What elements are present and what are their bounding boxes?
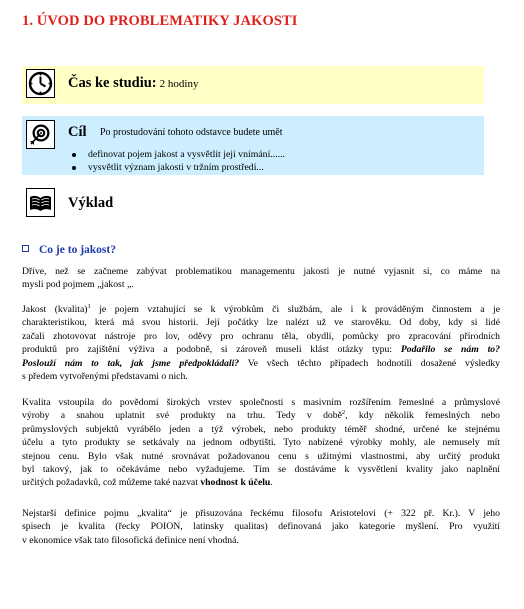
text-line: Dříve, než se začneme zabývat problematikou managementu jakosti je nutné vyjasnit si, co máme na (22, 266, 500, 277)
text-line (22, 343, 500, 356)
text-line: spisech je kvalita (řecky POION, latinsky qualitas) definovaná jako kategorie myšlení. Pro využití (22, 521, 500, 533)
question-text: Poslouží nám to tak, jak jsme předpokládali? (22, 357, 240, 369)
study-time-box (22, 66, 484, 104)
explanation-label: Výklad (68, 195, 114, 211)
goal-box (22, 116, 484, 175)
paragraph-definition (22, 303, 500, 383)
text-line (22, 303, 500, 316)
text-run: produktů pro zajištění výživa a podobně, si zároveň museli klást otázky typu: (22, 344, 401, 356)
text-run: Jakost (kvalita) (22, 304, 88, 315)
section-heading (22, 244, 116, 256)
text-line: mysli pod pojmem „jakost „. (22, 279, 134, 291)
study-time-value: 2 hodiny (159, 78, 199, 90)
text-line: účelu a tyto produkty se setkávaly na jednom odbytišti. Tyto nabízené výrobky mohly, ale nemusely mít (22, 437, 500, 449)
text-run: určitých požadavků, což můžeme také nazvat (22, 477, 201, 489)
footnote-ref-2[interactable]: 2 (341, 409, 346, 417)
text-run: , kdy několik řemeslných nebo (345, 410, 501, 422)
paragraph-aristotle (22, 507, 500, 547)
footnote-ref-1[interactable]: 1 (87, 302, 91, 310)
chapter-title: 1. ÚVOD DO PROBLEMATIKY JAKOSTI (22, 13, 298, 29)
paragraph-history (22, 396, 500, 490)
text-line (22, 357, 500, 370)
square-bullet-icon (22, 245, 29, 252)
text-line: začali zhotovovat nástroje pro lov, oděvy pro ochranu těla, obydlí, pomůcky pro zpracování přírodních (22, 330, 500, 342)
goal-label: Cíl (68, 124, 87, 140)
text-run: je pojem vztahující se k výrobkům či službám, ale i k prováděným činnostem a je (90, 304, 500, 315)
clock-icon (26, 69, 55, 98)
text-line (22, 409, 500, 422)
goal-item: vysvětlit význam jakosti v tržním prostředí... (70, 162, 285, 175)
text-line: stejnou cenu. Bylo však nutné srovnávat požadovanou cenu s užitnými vlastnostmi, aby určitý produkt (22, 450, 500, 462)
emphasis-text: vhodnost k účelu (200, 477, 271, 489)
text-line: Nejstarší definice pojmu „kvalita“ je přisuzována řeckému filosofu Aristotelovi (+ 322 př. Kr.). V jeho (22, 508, 500, 519)
goal-item: definovat pojem jakost a vysvětlit její vnímání...... (70, 149, 285, 162)
paragraph-intro (22, 265, 500, 292)
section-heading-text: Co je to jakost? (39, 244, 116, 256)
text-line (22, 476, 500, 489)
text-line: byl takový, jak to očekáváme nebo vyžadujeme. Tím se dostáváme k vysvětlení kvality jako naplnění (22, 464, 500, 476)
goal-list (70, 149, 285, 174)
text-line: průmyslových subjektů vyrábělo jeden a týž výrobek, nebo produkty téměř shodné, určené ke stejnému (22, 423, 500, 435)
target-icon (26, 120, 55, 149)
text-line: s předem vytvořenými představami o nich. (22, 371, 188, 383)
book-icon (26, 188, 55, 217)
text-run: Ve všech těchto případech hodnotili dosažené výsledky (239, 357, 500, 369)
question-text: Podařilo se nám to? (400, 344, 500, 356)
text-line: Kvalita vstoupila do povědomí širokých vrstev společnosti s masivním rozšířením řemeslné a průmyslové (22, 397, 500, 408)
goal-description: Po prostudování tohoto odstavce budete umět (100, 127, 283, 138)
study-time-label (68, 75, 198, 92)
text-run: . (270, 477, 273, 489)
text-run: výroby a snahou uplatnit své produkty na trhu. Tedy v době (22, 410, 342, 422)
study-time-title: Čas ke studiu: (68, 75, 157, 91)
text-line: v ekonomice však tato filosofická definice není vhodná. (22, 534, 239, 546)
text-line: charakteristikou, která má svou historii. Její počátky lze nalézt už ve starověku. Od doby, kdy si lidé (22, 317, 500, 329)
